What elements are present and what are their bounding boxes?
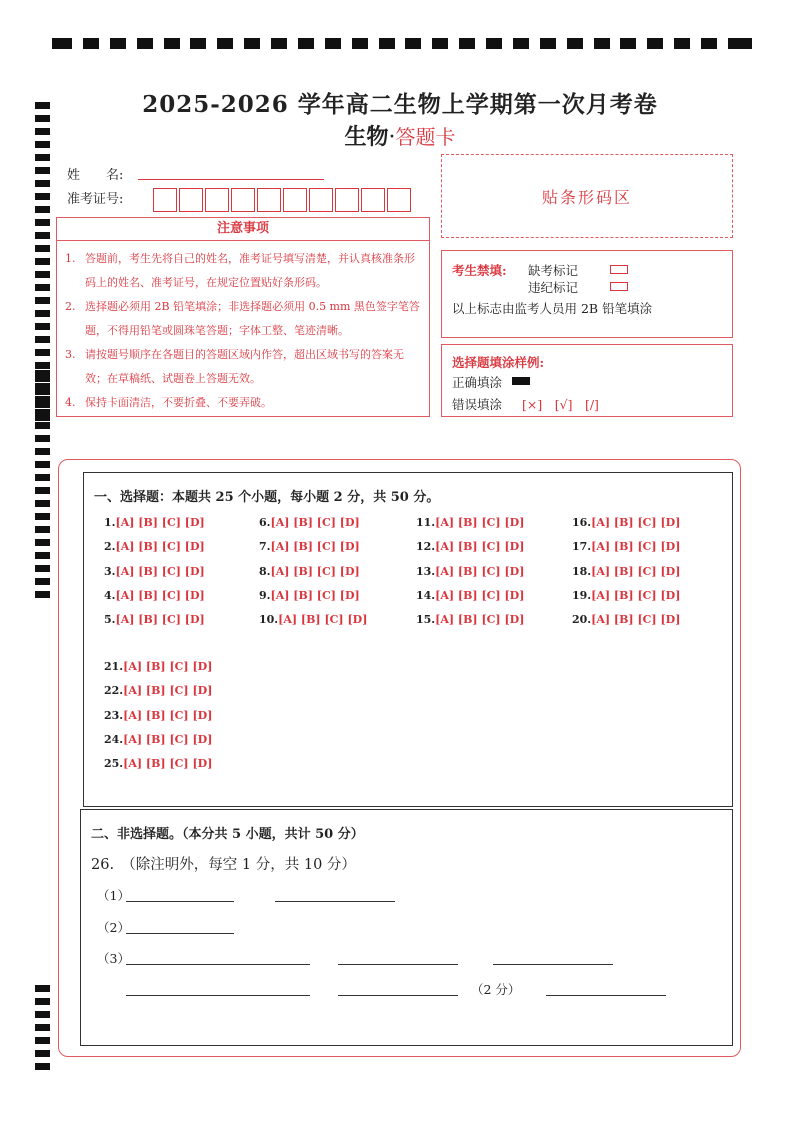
id-box[interactable]	[387, 188, 411, 212]
answer-line[interactable]	[126, 963, 310, 965]
card-subtitle	[0, 120, 800, 151]
choice-question[interactable]	[572, 565, 680, 578]
choice-question[interactable]	[416, 589, 524, 602]
choice-options[interactable]: [A] [B] [C] [D]	[435, 588, 525, 602]
choice-options[interactable]: [A] [B] [C] [D]	[591, 613, 681, 627]
question-number: 8.	[259, 564, 271, 578]
choice-options[interactable]: [A] [B] [C] [D]	[435, 613, 525, 627]
violation-label: 违纪标记	[528, 280, 579, 295]
choice-question[interactable]	[104, 684, 212, 697]
section2-heading: 二、非选择题。（本分共 5 小题，共计 50 分）	[91, 827, 364, 842]
question-number: 12.	[416, 540, 436, 554]
id-box[interactable]	[361, 188, 385, 212]
answer-line[interactable]	[126, 932, 234, 934]
choice-options[interactable]: [A] [B] [C] [D]	[123, 732, 213, 746]
section1-heading: 一、选择题：本题共 25 个小题，每小题 2 分，共 50 分。	[94, 490, 440, 505]
choice-options[interactable]: [A] [B] [C] [D]	[123, 757, 213, 771]
choice-question[interactable]	[416, 540, 524, 553]
answer-line[interactable]	[275, 900, 395, 902]
examiner-only-box	[441, 250, 733, 338]
question-number: 2.	[104, 540, 116, 554]
notice-item: 4. 保持卡面清洁，不要折叠、不要弄破。	[65, 396, 272, 409]
question-number: 19.	[572, 588, 592, 602]
choice-question[interactable]	[104, 516, 205, 529]
exam-title: 2025-2026 学年高二生物上学期第一次月考卷	[142, 91, 658, 118]
sub-question-2: （2）	[97, 920, 130, 935]
choice-options[interactable]: [A] [B] [C] [D]	[591, 516, 681, 529]
choice-question[interactable]	[572, 613, 680, 626]
notice-item: 1. 答题前，考生先将自己的姓名，准考证号填写清楚，并认真核准条形码上的姓名、准考证号，在规定位置贴好条形码。	[65, 252, 415, 289]
id-label: 准考证号:	[67, 192, 124, 207]
notice-item: 3. 请按题号顺序在各题目的答题区域内作答，超出区域书写的答案无效；在草稿纸、试题卷上答题无效。	[65, 348, 404, 385]
answer-line[interactable]	[338, 963, 458, 965]
id-box[interactable]	[335, 188, 359, 212]
notice-title: 注意事项	[57, 218, 429, 241]
choice-options[interactable]: [A] [B] [C] [D]	[123, 708, 213, 722]
choice-options[interactable]: [A] [B] [C] [D]	[278, 613, 368, 627]
choice-question[interactable]	[104, 613, 205, 626]
choice-question[interactable]	[104, 733, 212, 746]
choice-question[interactable]	[104, 540, 205, 553]
id-box[interactable]	[257, 188, 281, 212]
fill-sample-box	[441, 344, 733, 417]
choice-options[interactable]: [A] [B] [C] [D]	[123, 660, 213, 673]
choice-question[interactable]	[572, 516, 680, 529]
question-number: 24.	[104, 732, 124, 746]
choice-options[interactable]: [A] [B] [C] [D]	[435, 516, 525, 529]
choice-options[interactable]: [A] [B] [C] [D]	[591, 540, 681, 554]
question-number: 13.	[416, 564, 436, 578]
sample-title: 选择题填涂样例:	[452, 355, 545, 370]
answer-line[interactable]	[493, 963, 613, 965]
id-number-boxes[interactable]	[153, 188, 413, 212]
question-number: 3.	[104, 564, 116, 578]
choice-question[interactable]	[104, 757, 212, 770]
choice-options[interactable]: [A] [B] [C] [D]	[270, 588, 360, 602]
correct-fill-mark	[512, 377, 530, 385]
separator: ·	[388, 125, 396, 150]
choice-question[interactable]	[416, 565, 524, 578]
question-number: 22.	[104, 684, 124, 698]
forbid-label: 考生禁填:	[452, 263, 507, 278]
question-number: 6.	[259, 516, 271, 529]
choice-question[interactable]	[104, 660, 212, 673]
name-label: 姓 名:	[67, 168, 124, 183]
choice-options[interactable]: [A] [B] [C] [D]	[270, 516, 360, 529]
choice-question[interactable]	[572, 540, 680, 553]
subject-name: 生物	[344, 124, 389, 150]
choice-options[interactable]: [A] [B] [C] [D]	[115, 613, 205, 627]
choice-options[interactable]: [A] [B] [C] [D]	[591, 588, 681, 602]
forbid-note: 以上标志由监考人员用 2B 铅笔填涂	[452, 301, 653, 316]
question-number: 17.	[572, 540, 592, 554]
choice-options[interactable]: [A] [B] [C] [D]	[115, 588, 205, 602]
question-number: 16.	[572, 516, 592, 529]
id-box[interactable]	[231, 188, 255, 212]
notice-item: 2. 选择题必须用 2B 铅笔填涂；非选择题必须用 0.5 mm 黑色签字笔答题，不得用铅笔或圆珠笔答题；字体工整、笔迹清晰。	[65, 300, 420, 337]
question-number: 18.	[572, 564, 592, 578]
choice-question[interactable]	[416, 613, 524, 626]
choice-question[interactable]	[104, 589, 205, 602]
answer-line[interactable]	[338, 994, 458, 996]
question-number: 14.	[416, 588, 436, 602]
answer-line[interactable]	[126, 900, 234, 902]
choice-question[interactable]	[104, 709, 212, 722]
top-timing-marks	[52, 38, 752, 50]
choice-options[interactable]: [A] [B] [C] [D]	[270, 540, 360, 554]
non-choice-section	[80, 809, 733, 1046]
choice-question[interactable]	[259, 540, 360, 553]
id-box[interactable]	[153, 188, 177, 212]
question-number: 4.	[104, 588, 116, 602]
question-number: 10.	[259, 613, 279, 627]
name-field[interactable]	[138, 179, 324, 180]
question-number: 5.	[104, 613, 116, 627]
id-box[interactable]	[309, 188, 333, 212]
id-box[interactable]	[179, 188, 203, 212]
question-26-header: 26. （除注明外，每空 1 分，共 10 分）	[91, 857, 356, 873]
barcode-area	[441, 154, 733, 238]
question-number: 11.	[416, 516, 436, 529]
choice-question[interactable]	[259, 516, 360, 529]
wrong-fill-label: 错误填涂	[452, 397, 503, 412]
question-number: 9.	[259, 588, 271, 602]
choice-options[interactable]: [A] [B] [C] [D]	[115, 516, 205, 529]
choice-options[interactable]: [A] [B] [C] [D]	[435, 564, 525, 578]
left-timing-marks-bottom	[35, 985, 50, 1076]
question-number: 20.	[572, 613, 592, 627]
id-box[interactable]	[205, 188, 229, 212]
question-number: 25.	[104, 757, 124, 771]
absent-mark-box[interactable]	[610, 265, 628, 274]
id-box[interactable]	[283, 188, 307, 212]
choice-options[interactable]: [A] [B] [C] [D]	[270, 564, 360, 578]
absent-label: 缺考标记	[528, 263, 579, 278]
question-number: 1.	[104, 516, 116, 529]
choice-options[interactable]: [A] [B] [C] [D]	[591, 564, 681, 578]
barcode-label: 贴条形码区	[541, 187, 632, 207]
wrong-fill-marks: [×] [√] [/]	[522, 397, 599, 412]
choice-question[interactable]	[259, 565, 360, 578]
answer-line[interactable]	[546, 994, 666, 996]
choice-options[interactable]: [A] [B] [C] [D]	[123, 684, 213, 698]
card-label: 答题卡	[395, 125, 456, 149]
points-note: （2 分）	[471, 982, 521, 997]
choice-options[interactable]: [A] [B] [C] [D]	[435, 540, 525, 554]
choice-question[interactable]	[416, 516, 524, 529]
left-timing-marks-middle	[35, 370, 50, 604]
violation-mark-box[interactable]	[610, 282, 628, 291]
choice-question[interactable]	[104, 565, 205, 578]
answer-line[interactable]	[126, 994, 310, 996]
sub-question-3: （3）	[97, 951, 130, 966]
question-number: 23.	[104, 708, 124, 722]
question-number: 15.	[416, 613, 436, 627]
choice-question[interactable]	[259, 589, 360, 602]
choice-question[interactable]	[259, 613, 367, 626]
sub-question-1: （1）	[97, 888, 130, 903]
choice-question[interactable]	[572, 589, 680, 602]
question-number: 7.	[259, 540, 271, 554]
question-number: 21.	[104, 660, 124, 673]
choice-options[interactable]: [A] [B] [C] [D]	[115, 564, 205, 578]
choice-options[interactable]: [A] [B] [C] [D]	[115, 540, 205, 554]
correct-fill-label: 正确填涂	[452, 375, 503, 390]
notice-box	[56, 217, 430, 417]
